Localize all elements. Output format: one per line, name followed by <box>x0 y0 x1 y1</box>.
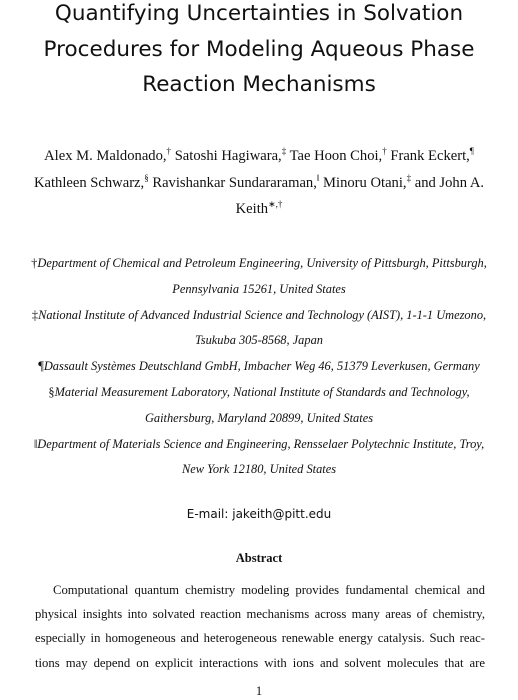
affiliation-mark: § <box>144 172 149 183</box>
affiliation-mark: ‖ <box>33 436 38 451</box>
author-name: Satoshi Hagiwara, <box>171 148 282 164</box>
author-list <box>14 143 504 223</box>
affiliation-mark: † <box>31 256 38 270</box>
abstract-line: Computational quantum chemistry modeling provides fundamental chemical and <box>53 583 485 597</box>
author-name: Alex M. Maldonado, <box>44 148 167 164</box>
abstract-line: especially in homogeneous and heterogeneous renewable energy catalysis. Such reac- <box>35 631 485 646</box>
affiliation-line: Pennsylvania 15261, United States <box>172 281 346 296</box>
affiliation-mark: ‖ <box>316 172 320 183</box>
affiliation-line: Gaithersburg, Maryland 20899, United States <box>144 410 374 425</box>
author-name: Minoru Otani, <box>319 174 407 191</box>
paper-title <box>10 0 508 103</box>
affiliation-mark: ‡ <box>31 307 39 322</box>
affiliation-text: Department of Chemical and Petroleum Engineering, University of Pittsburgh, Pittsburgh, <box>37 256 487 270</box>
affiliation-mark: § <box>48 384 55 399</box>
affiliation-text: Dassault Systèmes Deutschland GmbH, Imbacher Weg 46, 51379 Leverkusen, Germany <box>43 359 480 374</box>
page-number: 1 <box>255 684 263 698</box>
affiliation-mark: ¶ <box>38 359 44 374</box>
affiliation-text: Material Measurement Laboratory, National Institute of Standards and Technology, <box>54 384 470 399</box>
affiliation-mark: ∗,† <box>268 199 283 209</box>
title-line: Quantifying Uncertainties in Solvation <box>54 1 464 26</box>
contact-email <box>0 504 518 524</box>
affiliation-line <box>2 251 516 277</box>
affiliation-list <box>2 251 516 483</box>
affiliation-text: National Institute of Advanced Industrial Science and Technology (AIST), 1-1-1 Umezono, <box>38 307 487 322</box>
affiliation-line: New York 12180, United States <box>181 462 337 477</box>
affiliation-mark: ‡ <box>406 172 412 183</box>
author-name: Tae Hoon Choi, <box>286 148 383 164</box>
abstract-body <box>35 578 485 675</box>
abstract-line: tions may depend on explicit interactions with ions and solvent molecules that are <box>35 655 485 670</box>
affiliation-mark: ¶ <box>469 146 474 156</box>
author-name: Keith <box>235 201 269 217</box>
affiliation <box>2 380 516 432</box>
title-line: Reaction Mechanisms <box>142 72 376 97</box>
author-name: Ravishankar Sundararaman, <box>148 174 317 191</box>
affiliation <box>2 251 516 303</box>
author-name: and John A. <box>411 174 485 191</box>
email-address[interactable]: jakeith@pitt.edu <box>232 507 332 521</box>
affiliation-line <box>2 303 516 329</box>
author-line <box>14 170 504 197</box>
abstract-line: physical insights into solvated reaction mechanisms across many areas of chemistry, <box>35 607 485 622</box>
affiliation-line: Tsukuba 305-8568, Japan <box>195 333 323 348</box>
author-name: Kathleen Schwarz, <box>33 174 145 191</box>
affiliation-mark: † <box>382 146 387 156</box>
affiliation-line <box>2 432 516 458</box>
affiliation-text: Department of Materials Science and Engineering, Rensselaer Polytechnic Institute, Troy, <box>37 436 485 451</box>
affiliation-mark: ‡ <box>281 146 287 156</box>
affiliation <box>2 303 516 355</box>
author-name: Frank Eckert, <box>386 148 470 164</box>
affiliation-line <box>2 380 516 406</box>
affiliation <box>2 354 516 380</box>
author-line <box>14 143 504 170</box>
abstract-heading: Abstract <box>235 551 283 565</box>
affiliation-mark: † <box>166 146 172 156</box>
author-line <box>14 196 504 223</box>
title-line: Procedures for Modeling Aqueous Phase <box>43 36 475 62</box>
affiliation <box>2 432 516 484</box>
email-label: E-mail: <box>186 507 229 521</box>
affiliation-line <box>2 354 516 380</box>
